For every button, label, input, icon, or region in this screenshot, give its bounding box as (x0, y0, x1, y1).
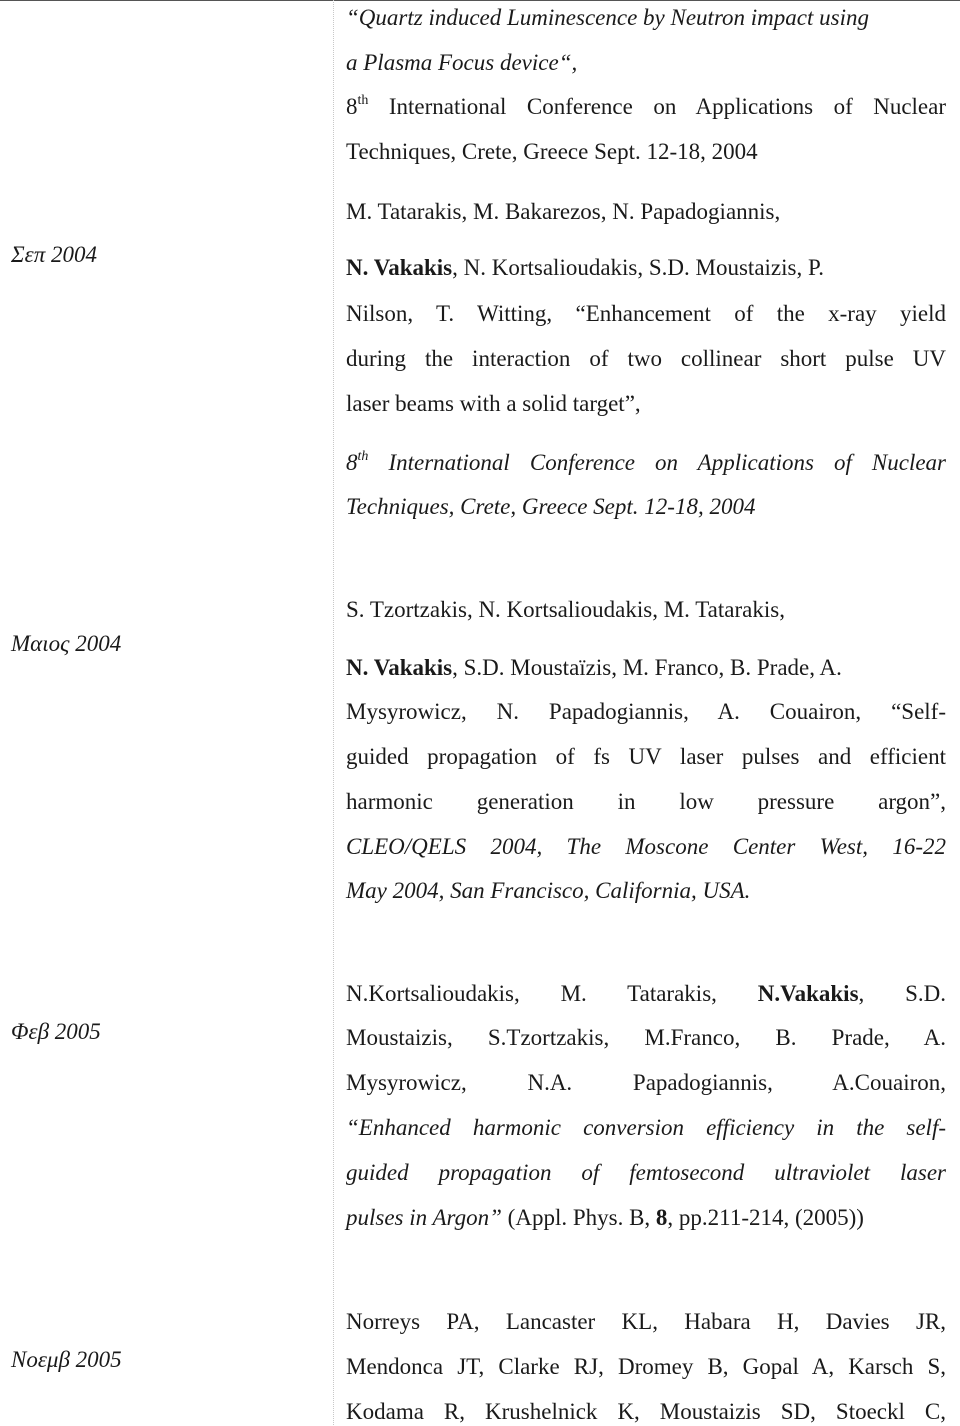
citation-authors: N. Vakakis, N. Kortsalioudakis, S.D. Moustaizis, P. (346, 255, 824, 280)
citation-title: a Plasma Focus device“, (346, 50, 578, 75)
entry-date: Νοεμβ 2005 (11, 1347, 122, 1372)
citation-title: guided propagation of fs UV laser pulses and efficient (346, 744, 946, 769)
citation-title: during the interaction of two collinear short pulse UV (346, 346, 946, 371)
citation-venue: CLEO/QELS 2004, The Moscone Center West, 16-22 (346, 834, 946, 859)
citation-authors: Norreys PA, Lancaster KL, Habara H, Davies JR, (346, 1309, 946, 1334)
citation-authors-title: Mysyrowicz, N. Papadogiannis, A. Couairon, “Self- (346, 699, 946, 724)
citation-journal: pulses in Argon” (Appl. Phys. B, 8, pp.211-214, (2005)) (346, 1205, 864, 1230)
citation-authors: Moustaizis, S.Tzortzakis, M.Franco, B. Prade, A. (346, 1025, 946, 1050)
citation-title: “Enhanced harmonic conversion efficiency in the self- (346, 1115, 946, 1140)
citation-conference: Techniques, Crete, Greece Sept. 12-18, 2004 (346, 494, 756, 519)
citation-conference: Techniques, Crete, Greece Sept. 12-18, 2004 (346, 139, 758, 164)
citation-title: “Quartz induced Luminescence by Neutron impact using (346, 5, 869, 30)
citation-authors: S. Tzortzakis, N. Kortsalioudakis, M. Tatarakis, (346, 597, 785, 622)
citation-venue: May 2004, San Francisco, California, USA. (346, 878, 751, 903)
entry-date: Σεπ 2004 (11, 242, 98, 267)
citation-authors: N. Vakakis, S.D. Moustaïzis, M. Franco, B. Prade, A. (346, 655, 842, 680)
citation-authors: Mysyrowicz, N.A. Papadogiannis, A.Couairon, (346, 1070, 946, 1095)
entry-date: Μαιος 2004 (11, 631, 122, 656)
column-divider (333, 0, 334, 1425)
citation-conference: 8th International Conference on Applications of Nuclear (346, 449, 947, 475)
citation-conference: 8th International Conference on Applications of Nuclear (346, 93, 946, 119)
citation-authors: Mendonca JT, Clarke RJ, Dromey B, Gopal A, Karsch S, (346, 1354, 946, 1379)
citation-authors: Kodama R, Krushelnick K, Moustaizis SD, Stoeckl C, (346, 1399, 946, 1424)
entry-date: Φεβ 2005 (11, 1019, 101, 1044)
citation-title: guided propagation of femtosecond ultraviolet laser (346, 1160, 946, 1185)
top-rule (0, 0, 960, 1)
citation-authors-title: Nilson, T. Witting, “Enhancement of the x-ray yield (346, 301, 947, 326)
citation-title: laser beams with a solid target”, (346, 391, 641, 416)
citation-title: harmonic generation in low pressure argon”, (346, 789, 947, 814)
citation-authors: M. Tatarakis, M. Bakarezos, N. Papadogiannis, (346, 199, 781, 224)
citation-authors: N.Kortsalioudakis, M. Tatarakis, N.Vakakis, S.D. (346, 981, 947, 1006)
